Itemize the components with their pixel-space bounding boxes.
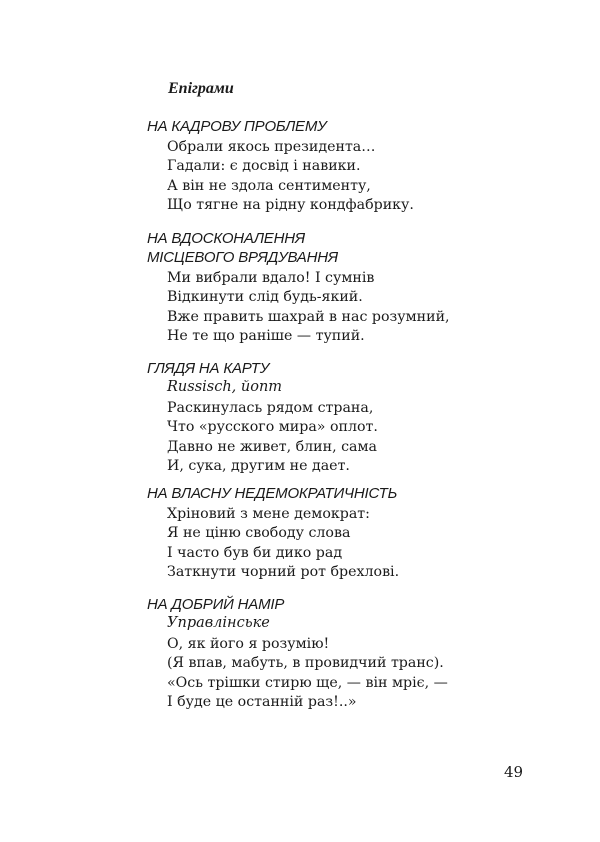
epigram-section	[147, 484, 567, 583]
epigram-heading: НА КАДРОВУ ПРОБЛЕМУ	[147, 118, 327, 135]
verse-line: Вже править шахрай в нас розумний,	[167, 308, 450, 325]
verse-line: Давно не живет, блин, сама	[167, 438, 377, 455]
epigram-section	[147, 595, 567, 713]
verse	[167, 269, 567, 347]
verse-line: О, як його я розумію!	[167, 636, 330, 652]
epigram-heading: НА ВЛАСНУ НЕДЕМОКРАТИЧНІСТЬ	[147, 485, 398, 502]
verse-line: Я не ціню свободу слова	[167, 525, 351, 542]
verse-line: Обрали якось президента…	[167, 139, 376, 155]
verse-line: Хріновий з мене демократ:	[167, 506, 370, 522]
epigram-section	[147, 359, 567, 477]
verse-line: І часто був би дико рад	[167, 544, 343, 561]
epigram-heading: МІСЦЕВОГО ВРЯДУВАННЯ	[147, 249, 338, 266]
verse-line: Ми вибрали вдало! І сумнів	[167, 270, 375, 286]
verse-line: Раскинулась рядом страна,	[167, 400, 374, 416]
epigram-section	[147, 117, 567, 216]
verse-line: А він не здола сентименту,	[167, 177, 371, 194]
verse-line: Що тягне на рідну кондфабрику.	[167, 197, 414, 214]
verse	[167, 635, 567, 713]
epigram-heading: ГЛЯДЯ НА КАРТУ	[147, 360, 270, 377]
epigram-heading: НА ДОБРИЙ НАМІР	[147, 596, 285, 613]
epigram-section	[147, 229, 567, 347]
verse-line: И, сука, другим не дает.	[167, 458, 350, 475]
page-number: 49	[504, 763, 524, 781]
verse-line: Гадали: є досвід і навики.	[167, 158, 361, 175]
page-title: Епіграми	[168, 80, 234, 97]
verse	[167, 505, 567, 583]
verse-line: «Ось трішки стирю ще, — він мріє, —	[167, 674, 448, 691]
epigram-subtitle: Управлінське	[167, 615, 270, 631]
verse-line: І буде це останній раз!..»	[167, 694, 357, 711]
verse-line: Заткнути чорний рот брехлові.	[167, 564, 400, 581]
verse	[167, 399, 567, 477]
verse-line: Не те що раніше — тупий.	[167, 328, 365, 345]
epigram-subtitle: Russisch, йопт	[167, 379, 283, 395]
verse-line: Что «русского мира» оплот.	[167, 419, 378, 436]
epigram-heading: НА ВДОСКОНАЛЕННЯ	[147, 230, 305, 247]
verse-line: (Я впав, мабуть, в провидчий транс).	[167, 655, 444, 672]
verse-line: Відкинути слід будь-який.	[167, 289, 363, 306]
verse	[167, 138, 567, 216]
